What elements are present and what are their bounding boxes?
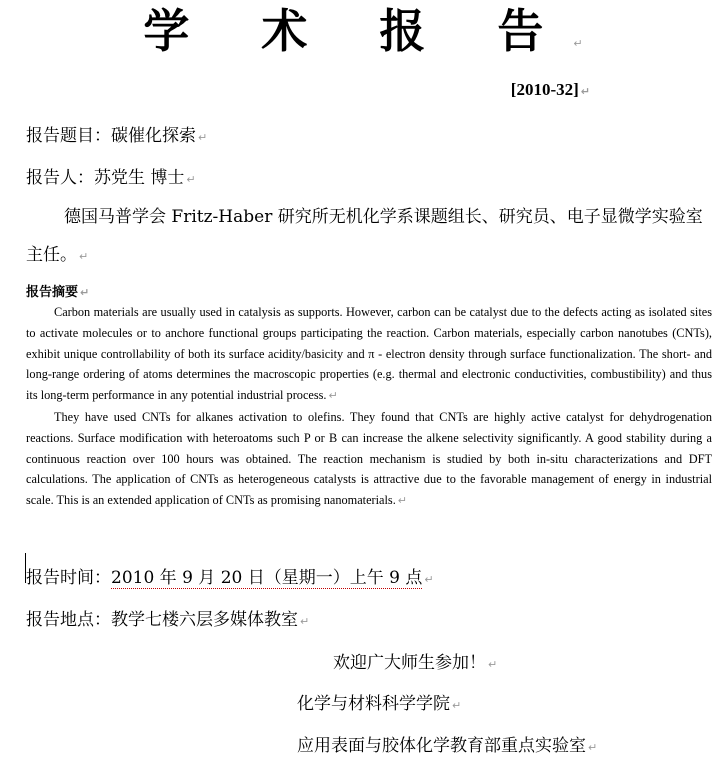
abstract-paragraph-2: They have used CNTs for alkanes activation to olefins. They found that CNTs are highly active catalyst for dehydrogenation reactions. Surface modification with heteroatoms such P or B can increase the alkene selectivity significantly. A good stability during a continuous reaction over 100 hours was obtained. The reaction mechanism is studied by both in-situ characterizations and DFT calculations. The application of CNTs as heterogeneous catalysts is attractive due to the favorable management of energy in industrial scale. This is an extended application of CNTs as promising nanomaterials. ↵ (26, 409, 712, 508)
report-number: [2010-32] ↵ (510, 80, 590, 99)
paragraph-mark-icon: ↵ (573, 37, 583, 50)
paragraph-mark-icon: ↵ (488, 658, 498, 671)
abstract-body (26, 302, 712, 512)
organizer-lab: 应用表面与胶体化学教育部重点实验室 ↵ (297, 736, 598, 756)
paragraph-mark-icon: ↵ (80, 286, 90, 299)
paragraph-mark-icon: ↵ (198, 131, 208, 144)
paragraph-mark-icon: ↵ (588, 741, 598, 754)
paragraph-mark-icon: ↵ (186, 173, 196, 186)
report-place: 报告地点：教学七楼六层多媒体教室 ↵ (26, 610, 310, 630)
paragraph-mark-icon: ↵ (300, 615, 310, 628)
paragraph-mark-icon: ↵ (424, 573, 434, 586)
welcome-line: 欢迎广大师生参加！ ↵ (333, 653, 498, 673)
organizer-school: 化学与材料科学学院 ↵ (297, 694, 462, 714)
report-topic: 报告题目：碳催化探索 ↵ (26, 126, 208, 146)
speaker: 报告人：苏党生 博士 ↵ (26, 168, 196, 188)
abstract-paragraph-1: Carbon materials are usually used in catalysis as supports. However, carbon can be catalyst due to the defects acting as isolated sites to activate molecules or to anchore functional groups participating the reaction. Carbon materials, especially carbon nanotubes (CNTs), exhibit unique controllability of both its surface acidity/basicity and π - electron density through surface functionalization. The short- and long-range ordering of atoms determines the macroscopic properties (e.g. thermal and electronic conductivities, combustibility) and thus its long-term performance in any potential industrial process. ↵ (26, 305, 712, 403)
paragraph-mark-icon: ↵ (79, 250, 89, 263)
paragraph-mark-icon: ↵ (328, 389, 338, 403)
report-time-value: 2010 年 9 月 20 日（星期一）上午 9 点 (111, 568, 423, 588)
report-time: 报告时间：2010 年 9 月 20 日（星期一）上午 9 点 ↵ (26, 568, 434, 588)
speaker-intro: 德国马普学会 Fritz-Haber 研究所无机化学系课题组长、研究员、电子显微学实验室主任。 ↵ (26, 207, 703, 265)
paragraph-mark-icon: ↵ (452, 699, 462, 712)
document-title: 学 术 报 告 ↵ (143, 4, 583, 58)
abstract-heading: 报告摘要 ↵ (26, 285, 90, 300)
paragraph-mark-icon: ↵ (397, 494, 408, 508)
paragraph-mark-icon: ↵ (580, 85, 590, 98)
